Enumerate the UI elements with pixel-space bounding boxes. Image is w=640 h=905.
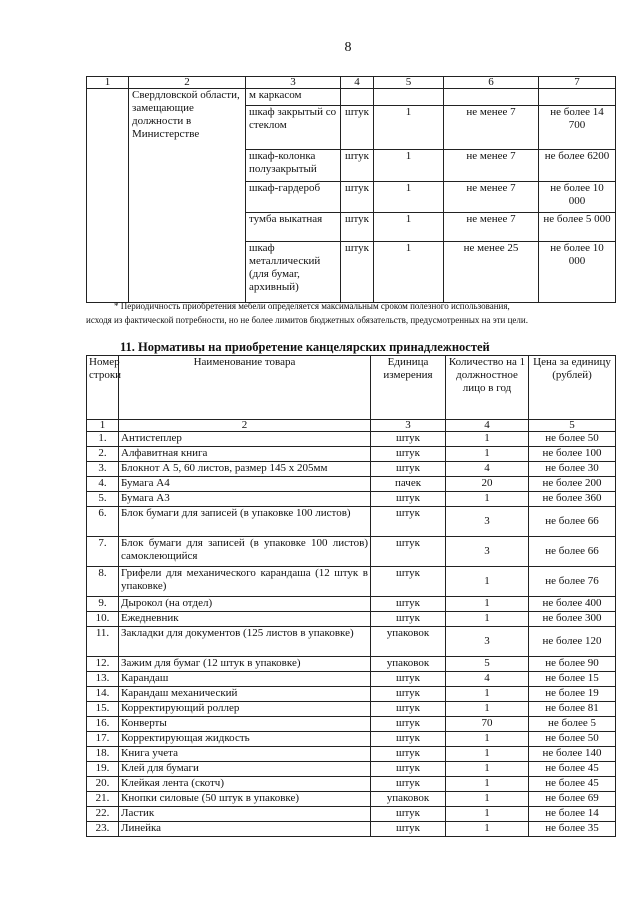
quantity: 3 [446, 627, 529, 657]
furniture-table [86, 76, 616, 303]
column-number-row [87, 77, 616, 89]
unit: штук [341, 242, 374, 303]
row-number: 1. [87, 432, 119, 447]
col-number: 4 [341, 77, 374, 89]
quantity: 1 [446, 687, 529, 702]
item-name: Блок бумаги для записей (в упаковке 100 листов) [119, 507, 371, 537]
unit: штук [371, 462, 446, 477]
table-row [87, 537, 616, 567]
col-number: 1 [87, 77, 129, 89]
row-number: 12. [87, 657, 119, 672]
quantity: 1 [446, 597, 529, 612]
table-row [87, 89, 616, 106]
quantity: 1 [446, 732, 529, 747]
unit: пачек [371, 477, 446, 492]
unit: штук [371, 687, 446, 702]
row-number: 2. [87, 447, 119, 462]
item-name: Карандаш механический [119, 687, 371, 702]
item-name: Ежедневник [119, 612, 371, 627]
item-name: шкаф металлический (для бумаг, архивный) [246, 242, 341, 303]
price: не более 69 [529, 792, 616, 807]
table-row [87, 612, 616, 627]
unit: штук [371, 612, 446, 627]
service-life: не менее 25 [444, 242, 539, 303]
table-row [87, 702, 616, 717]
table-row [87, 597, 616, 612]
row-number: 22. [87, 807, 119, 822]
item-name: Корректирующая жидкость [119, 732, 371, 747]
price: не более 50 [529, 432, 616, 447]
row-number: 4. [87, 477, 119, 492]
item-name: м каркасом [246, 89, 341, 106]
unit: штук [371, 702, 446, 717]
price: не более 140 [529, 747, 616, 762]
page-number: 8 [344, 40, 352, 55]
row-number: 15. [87, 702, 119, 717]
item-name: шкаф-гардероб [246, 182, 341, 213]
quantity: 1 [446, 567, 529, 597]
stationery-table [86, 355, 616, 837]
item-name: Корректирующий роллер [119, 702, 371, 717]
column-number-row [87, 420, 616, 432]
unit: штук [371, 777, 446, 792]
unit: штук [371, 597, 446, 612]
item-name: Карандаш [119, 672, 371, 687]
row-number-cell [87, 89, 129, 303]
row-number: 10. [87, 612, 119, 627]
price: не более 50 [529, 732, 616, 747]
unit: упаковок [371, 627, 446, 657]
row-number: 18. [87, 747, 119, 762]
price: не более 45 [529, 762, 616, 777]
unit [341, 89, 374, 106]
item-name: шкаф закрытый со стеклом [246, 106, 341, 150]
col-number: 7 [539, 77, 616, 89]
table-row [87, 732, 616, 747]
price: не более 5 [529, 717, 616, 732]
price: не более 14 [529, 807, 616, 822]
price: не более 76 [529, 567, 616, 597]
header-item-name: Наименование товара [119, 356, 371, 420]
row-number: 11. [87, 627, 119, 657]
unit: штук [371, 492, 446, 507]
item-name: Алфавитная книга [119, 447, 371, 462]
quantity [374, 89, 444, 106]
header-row-number: Номер строки [87, 356, 119, 420]
quantity: 20 [446, 477, 529, 492]
row-number: 21. [87, 792, 119, 807]
table-row [87, 807, 616, 822]
price: не более 100 [529, 447, 616, 462]
table-row [87, 447, 616, 462]
price: не более 90 [529, 657, 616, 672]
price: не более 400 [529, 597, 616, 612]
row-number: 17. [87, 732, 119, 747]
service-life: не менее 7 [444, 213, 539, 242]
unit: штук [371, 432, 446, 447]
table-row [87, 462, 616, 477]
footnote-line: * Периодичность приобретения мебели определяется максимальным сроком полезного использования, [114, 301, 510, 311]
item-name: Кнопки силовые (50 штук в упаковке) [119, 792, 371, 807]
col-number: 4 [446, 420, 529, 432]
unit: штук [371, 822, 446, 837]
quantity: 4 [446, 462, 529, 477]
price: не более 15 [529, 672, 616, 687]
quantity: 1 [374, 150, 444, 182]
col-number: 5 [529, 420, 616, 432]
col-number: 1 [87, 420, 119, 432]
row-number: 19. [87, 762, 119, 777]
service-life: не менее 7 [444, 150, 539, 182]
unit: штук [371, 567, 446, 597]
price: не более 200 [529, 477, 616, 492]
quantity: 5 [446, 657, 529, 672]
price [539, 89, 616, 106]
header-row [87, 356, 616, 420]
item-name: Бумага А4 [119, 477, 371, 492]
price: не более 35 [529, 822, 616, 837]
item-name: Конверты [119, 717, 371, 732]
price: не более 19 [529, 687, 616, 702]
price: не более 81 [529, 702, 616, 717]
col-number: 3 [246, 77, 341, 89]
unit: штук [371, 762, 446, 777]
unit: штук [341, 106, 374, 150]
price: не более 14 700 [539, 106, 616, 150]
quantity: 1 [446, 807, 529, 822]
table-row [87, 657, 616, 672]
row-number: 9. [87, 597, 119, 612]
unit: штук [371, 717, 446, 732]
header-quantity: Количество на 1 должностное лицо в год [446, 356, 529, 420]
unit: штук [371, 507, 446, 537]
row-number: 7. [87, 537, 119, 567]
item-name: шкаф-колонка полузакрытый [246, 150, 341, 182]
table-row [87, 777, 616, 792]
unit: штук [371, 807, 446, 822]
table-row [87, 477, 616, 492]
table-row [87, 492, 616, 507]
row-number: 16. [87, 717, 119, 732]
price: не более 45 [529, 777, 616, 792]
quantity: 3 [446, 507, 529, 537]
item-name: Антистеплер [119, 432, 371, 447]
service-life: не менее 7 [444, 182, 539, 213]
price: не более 5 000 [539, 213, 616, 242]
item-name: Блок бумаги для записей (в упаковке 100 листов) самоклеющийся [119, 537, 371, 567]
quantity: 1 [446, 822, 529, 837]
item-name: Дырокол (на отдел) [119, 597, 371, 612]
row-number: 8. [87, 567, 119, 597]
table-row [87, 717, 616, 732]
table-row [87, 627, 616, 657]
item-name: Ластик [119, 807, 371, 822]
service-life [444, 89, 539, 106]
item-name: Зажим для бумаг (12 штук в упаковке) [119, 657, 371, 672]
unit: штук [341, 182, 374, 213]
item-name: Книга учета [119, 747, 371, 762]
table-row [87, 822, 616, 837]
price: не более 360 [529, 492, 616, 507]
row-number: 14. [87, 687, 119, 702]
price: не более 66 [529, 537, 616, 567]
item-name: Линейка [119, 822, 371, 837]
item-name: Грифели для механического карандаша (12 штук в упаковке) [119, 567, 371, 597]
quantity: 1 [446, 447, 529, 462]
col-number: 2 [129, 77, 246, 89]
row-number: 6. [87, 507, 119, 537]
header-price: Цена за единицу (рублей) [529, 356, 616, 420]
group-description: Свердловской области, замещающие должности в Министерстве [129, 89, 246, 303]
quantity: 1 [374, 213, 444, 242]
quantity: 1 [374, 182, 444, 213]
row-number: 20. [87, 777, 119, 792]
price: не более 120 [529, 627, 616, 657]
quantity: 1 [446, 702, 529, 717]
unit: штук [341, 150, 374, 182]
service-life: не менее 7 [444, 106, 539, 150]
footnote-line: исходя из фактической потребности, но не более лимитов бюджетных обязательств, предусмотренных на эти цели. [86, 315, 528, 325]
col-number: 3 [371, 420, 446, 432]
table-row [87, 762, 616, 777]
item-name: Клей для бумаги [119, 762, 371, 777]
quantity: 1 [446, 747, 529, 762]
item-name: Клейкая лента (скотч) [119, 777, 371, 792]
table-row [87, 672, 616, 687]
price: не более 6200 [539, 150, 616, 182]
quantity: 1 [374, 106, 444, 150]
table-row [87, 567, 616, 597]
quantity: 3 [446, 537, 529, 567]
header-unit: Единица измерения [371, 356, 446, 420]
unit: упаковок [371, 657, 446, 672]
unit: штук [371, 447, 446, 462]
col-number: 2 [119, 420, 371, 432]
quantity: 1 [374, 242, 444, 303]
item-name: Закладки для документов (125 листов в упаковке) [119, 627, 371, 657]
unit: штук [341, 213, 374, 242]
quantity: 1 [446, 792, 529, 807]
price: не более 10 000 [539, 242, 616, 303]
unit: штук [371, 732, 446, 747]
row-number: 5. [87, 492, 119, 507]
col-number: 5 [374, 77, 444, 89]
row-number: 3. [87, 462, 119, 477]
row-number: 13. [87, 672, 119, 687]
table-row [87, 432, 616, 447]
price: не более 30 [529, 462, 616, 477]
quantity: 4 [446, 672, 529, 687]
unit: штук [371, 537, 446, 567]
quantity: 1 [446, 777, 529, 792]
table-row [87, 507, 616, 537]
unit: штук [371, 747, 446, 762]
item-name: тумба выкатная [246, 213, 341, 242]
price: не более 10 000 [539, 182, 616, 213]
quantity: 1 [446, 612, 529, 627]
col-number: 6 [444, 77, 539, 89]
quantity: 1 [446, 492, 529, 507]
item-name: Блокнот А 5, 60 листов, размер 145 х 205мм [119, 462, 371, 477]
table-row [87, 792, 616, 807]
quantity: 1 [446, 432, 529, 447]
row-number: 23. [87, 822, 119, 837]
item-name: Бумага А3 [119, 492, 371, 507]
section-title: 11. Нормативы на приобретение канцелярских принадлежностей [120, 340, 490, 354]
table-row [87, 687, 616, 702]
quantity: 1 [446, 762, 529, 777]
footnote [86, 299, 615, 327]
unit: упаковок [371, 792, 446, 807]
price: не более 300 [529, 612, 616, 627]
table-row [87, 747, 616, 762]
unit: штук [371, 672, 446, 687]
price: не более 66 [529, 507, 616, 537]
quantity: 70 [446, 717, 529, 732]
